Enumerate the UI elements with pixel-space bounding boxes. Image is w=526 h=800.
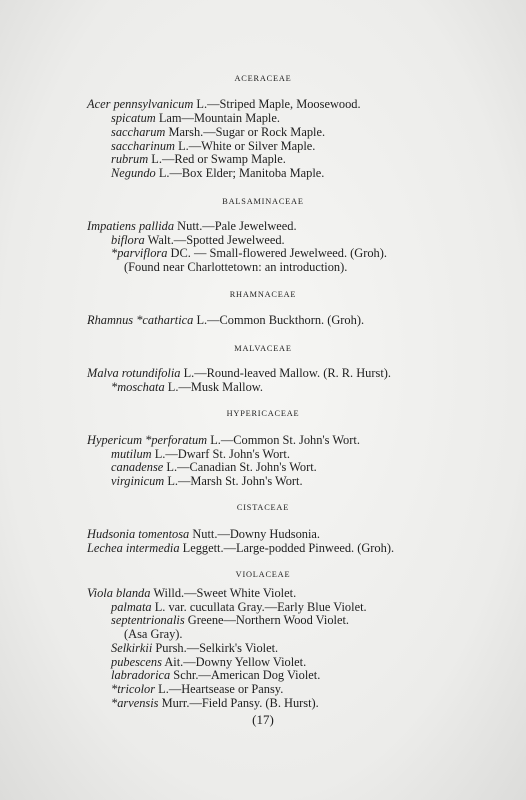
family-heading-hypericaceae: HYPERICACEAE (226, 409, 300, 418)
species-line (111, 380, 263, 394)
species-description: Lam—Mountain Maple. (155, 111, 280, 125)
species-name: rubrum (111, 152, 149, 166)
species-description: Walt.—Spotted Jewelweed. (144, 233, 285, 247)
species-description: L.—Musk Mallow. (164, 380, 264, 394)
species-description: L.—White or Silver Maple. (175, 139, 316, 153)
species-description: Pursh.—Selkirk's Violet. (152, 641, 279, 655)
species-description: L.—Canadian St. John's Wort. (163, 460, 317, 474)
species-line (111, 682, 283, 696)
species-line (111, 447, 290, 461)
species-description: L.—Striped Maple, Moosewood. (193, 97, 361, 111)
species-name: pubescens (111, 655, 162, 669)
species-line (111, 125, 325, 139)
species-name: Rhamnus *cathartica (87, 313, 194, 327)
family-heading-cistaceae: CISTACEAE (236, 503, 290, 512)
species-name: spicatum (111, 111, 156, 125)
species-name: Lechea intermedia (87, 541, 180, 555)
family-heading-malvaceae: MALVACEAE (234, 344, 292, 353)
species-name: virginicum (111, 474, 165, 488)
species-name: palmata (111, 600, 152, 614)
species-name: Hudsonia tomentosa (87, 527, 190, 541)
species-name: *tricolor (111, 682, 156, 696)
species-line (87, 527, 320, 541)
species-line (111, 233, 285, 247)
family-heading-aceraceae: ACERACEAE (234, 74, 292, 83)
species-name: labradorica (111, 668, 171, 682)
family-heading-rhamnaceae: RHAMNACEAE (229, 290, 297, 299)
species-name: saccharum (111, 125, 166, 139)
species-description: Nutt.—Pale Jewelweed. (174, 219, 297, 233)
species-line (111, 166, 324, 180)
family-heading-violaceae: VIOLACEAE (235, 570, 291, 579)
species-name: mutilum (111, 447, 152, 461)
species-description: Greene—Northern Wood Violet. (184, 613, 349, 627)
species-line (111, 474, 303, 488)
species-name: Viola blanda (87, 586, 151, 600)
species-line (111, 655, 306, 669)
species-name: Hypericum *perforatum (87, 433, 208, 447)
species-description: DC. — Small-flowered Jewelweed. (Groh). (167, 246, 387, 260)
species-line (87, 219, 297, 233)
species-description: Murr.—Field Pansy. (B. Hurst). (158, 696, 319, 710)
species-description: L.—Common Buckthorn. (Groh). (193, 313, 365, 327)
species-description: Marsh.—Sugar or Rock Maple. (165, 125, 326, 139)
species-description: L.—Marsh St. John's Wort. (164, 474, 303, 488)
species-name: canadense (111, 460, 164, 474)
species-name: Malva rotundifolia (87, 366, 181, 380)
species-line (111, 460, 317, 474)
species-name: saccharinum (111, 139, 176, 153)
species-line (87, 433, 360, 447)
species-description: L.—Heartsease or Pansy. (155, 682, 284, 696)
species-line (87, 541, 394, 555)
species-line (111, 600, 367, 614)
species-line (87, 586, 296, 600)
species-name: *moschata (111, 380, 165, 394)
species-name: Negundo (111, 166, 156, 180)
species-line (111, 696, 319, 710)
species-name: septentrionalis (111, 613, 185, 627)
page-number: (17) (252, 712, 274, 727)
species-name: Impatiens pallida (87, 219, 175, 233)
species-description: L.—Box Elder; Manitoba Maple. (155, 166, 325, 180)
species-description: (Asa Gray). (124, 627, 183, 641)
note-line (124, 260, 347, 274)
species-line (111, 246, 387, 260)
species-line (111, 111, 280, 125)
species-line (87, 313, 364, 327)
note-line (124, 627, 183, 641)
species-description: (Found near Charlottetown: an introduction). (124, 260, 348, 274)
species-description: Ait.—Downy Yellow Violet. (161, 655, 307, 669)
species-line (87, 366, 391, 380)
species-name: *arvensis (111, 696, 159, 710)
species-description: Leggett.—Large-podded Pinweed. (Groh). (179, 541, 395, 555)
species-line (111, 641, 278, 655)
species-line (111, 139, 315, 153)
species-line (111, 613, 349, 627)
species-description: L.—Round-leaved Mallow. (R. R. Hurst). (180, 366, 391, 380)
species-description: Nutt.—Downy Hudsonia. (189, 527, 321, 541)
species-line (111, 668, 320, 682)
species-description: L. var. cucullata Gray.—Early Blue Violet. (151, 600, 367, 614)
species-name: Acer pennsylvanicum (87, 97, 194, 111)
species-line (111, 152, 286, 166)
species-description: Willd.—Sweet White Violet. (150, 586, 297, 600)
species-description: L.—Red or Swamp Maple. (148, 152, 286, 166)
species-name: biflora (111, 233, 145, 247)
species-line (87, 97, 361, 111)
species-name: Selkirkii (111, 641, 153, 655)
species-description: Schr.—American Dog Violet. (170, 668, 321, 682)
family-heading-balsaminaceae: BALSAMINACEAE (222, 197, 304, 206)
species-description: L.—Dwarf St. John's Wort. (151, 447, 290, 461)
species-name: *parviflora (111, 246, 168, 260)
species-description: L.—Common St. John's Wort. (207, 433, 360, 447)
